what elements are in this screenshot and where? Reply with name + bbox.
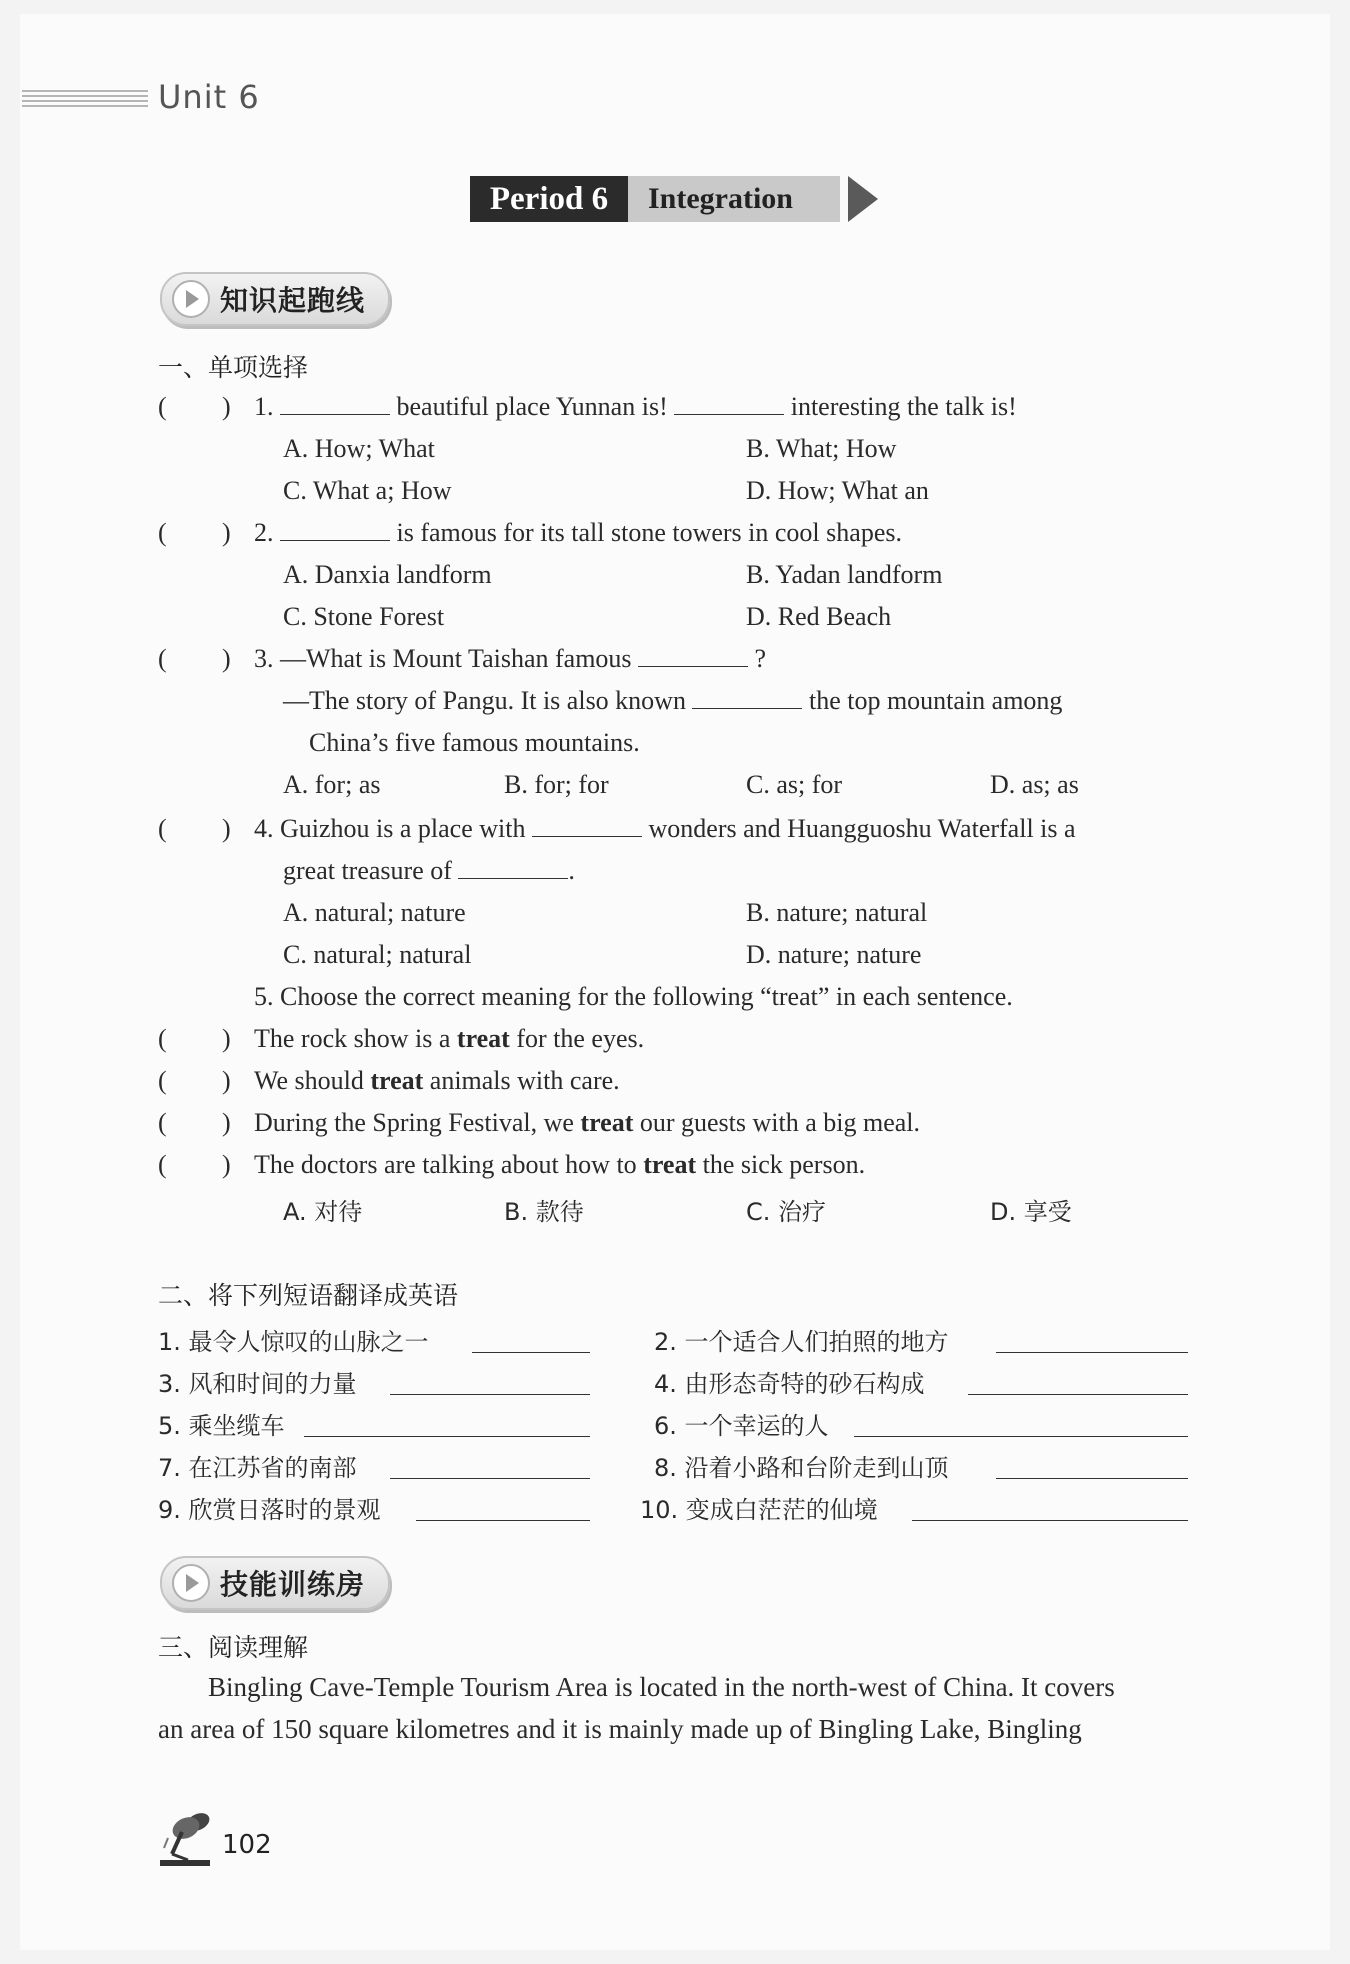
- question-3-line-2: —The story of Pangu. It is also known the top mountain among: [283, 686, 1063, 715]
- option-a: A. natural; nature: [283, 898, 466, 927]
- answer-line[interactable]: [416, 1520, 590, 1521]
- question-5-sentence-2: We should treat animals with care.: [254, 1066, 620, 1095]
- answer-blank[interactable]: [532, 814, 642, 837]
- option-d: D. Red Beach: [746, 602, 892, 631]
- answer-line[interactable]: [968, 1394, 1188, 1395]
- question-5-sentence-4: The doctors are talking about how to treat the sick person.: [254, 1150, 866, 1179]
- phrase-item-10: 10. 变成白茫茫的仙境: [640, 1496, 878, 1524]
- answer-blank[interactable]: [280, 392, 390, 415]
- option-b: B. nature; natural: [746, 898, 928, 927]
- phrase-item-6: 6. 一个幸运的人: [654, 1412, 829, 1440]
- answer-paren-close: ): [222, 1150, 231, 1179]
- question-3-line-3: China’s five famous mountains.: [309, 728, 640, 757]
- answer-blank[interactable]: [674, 392, 784, 415]
- play-icon: [172, 1564, 210, 1602]
- phrase-item-4: 4. 由形态奇特的砂石构成: [654, 1370, 925, 1398]
- option-d: D. 享受: [990, 1198, 1072, 1226]
- answer-line[interactable]: [390, 1478, 590, 1479]
- answer-paren-close: ): [222, 814, 231, 843]
- question-5-sentence-3: During the Spring Festival, we treat our guests with a big meal.: [254, 1108, 921, 1137]
- phrase-item-3: 3. 风和时间的力量: [158, 1370, 357, 1398]
- option-b: B. 款待: [504, 1198, 584, 1226]
- play-icon: [172, 280, 210, 318]
- page-number: 102: [222, 1830, 272, 1860]
- answer-paren-close: ): [222, 392, 231, 421]
- phrase-item-7: 7. 在江苏省的南部: [158, 1454, 357, 1482]
- answer-paren-close: ): [222, 1024, 231, 1053]
- answer-paren-close: ): [222, 1108, 231, 1137]
- question-4: 4. Guizhou is a place with wonders and Huangguoshu Waterfall is a: [254, 814, 1076, 843]
- answer-blank[interactable]: [638, 644, 748, 667]
- reading-line-2: an area of 150 square kilometres and it is mainly made up of Bingling Lake, Bingling: [158, 1714, 1082, 1744]
- answer-line[interactable]: [390, 1394, 590, 1395]
- option-d: D. How; What an: [746, 476, 929, 505]
- badge-label: 知识起跑线: [220, 284, 366, 317]
- question-5-sentence-1: The rock show is a treat for the eyes.: [254, 1024, 645, 1053]
- option-c: C. What a; How: [283, 476, 452, 505]
- answer-line[interactable]: [304, 1436, 590, 1437]
- period-label: Period 6: [470, 176, 628, 222]
- answer-paren-open: (: [158, 1108, 167, 1137]
- answer-paren-open: (: [158, 644, 167, 673]
- answer-paren-close: ): [222, 518, 231, 547]
- answer-paren-open: (: [158, 1024, 167, 1053]
- answer-paren-open: (: [158, 518, 167, 547]
- answer-line[interactable]: [996, 1478, 1188, 1479]
- section-badge-skills: [160, 1556, 390, 1610]
- unit-title: Unit 6: [158, 78, 260, 116]
- part2-title: 二、将下列短语翻译成英语: [158, 1281, 459, 1310]
- option-d: D. as; as: [990, 770, 1079, 799]
- question-3: 3. —What is Mount Taishan famous ?: [254, 644, 767, 673]
- phrase-item-8: 8. 沿着小路和台阶走到山顶: [654, 1454, 949, 1482]
- question-2: 2. is famous for its tall stone towers in cool shapes.: [254, 518, 902, 547]
- option-a: A. for; as: [283, 770, 381, 799]
- part1-title: 一、单项选择: [158, 353, 309, 382]
- unit-decoration-lines: [22, 90, 148, 108]
- option-c: C. natural; natural: [283, 940, 472, 969]
- option-c: C. as; for: [746, 770, 843, 799]
- option-c: C. 治疗: [746, 1198, 827, 1226]
- reading-line-1: Bingling Cave-Temple Tourism Area is located in the north-west of China. It covers: [208, 1672, 1115, 1702]
- part3-title: 三、阅读理解: [158, 1633, 309, 1662]
- option-c: C. Stone Forest: [283, 602, 445, 631]
- answer-line[interactable]: [854, 1436, 1188, 1437]
- phrase-item-2: 2. 一个适合人们拍照的地方: [654, 1328, 949, 1356]
- option-d: D. nature; nature: [746, 940, 922, 969]
- question-1: 1. beautiful place Yunnan is! interesting the talk is!: [254, 392, 1017, 421]
- section-badge-knowledge: [160, 272, 390, 326]
- answer-blank[interactable]: [280, 518, 390, 541]
- period-banner: [470, 176, 840, 222]
- option-a: A. Danxia landform: [283, 560, 492, 589]
- option-b: B. What; How: [746, 434, 897, 463]
- question-5-intro: 5. Choose the correct meaning for the following “treat” in each sentence.: [254, 982, 1013, 1011]
- answer-paren-open: (: [158, 1066, 167, 1095]
- option-b: B. Yadan landform: [746, 560, 943, 589]
- answer-line[interactable]: [472, 1352, 590, 1353]
- question-4-line-2: great treasure of .: [283, 856, 575, 885]
- option-a: A. How; What: [283, 434, 435, 463]
- desk-lamp-icon: [158, 1808, 214, 1868]
- badge-label: 技能训练房: [220, 1568, 366, 1601]
- arrow-right-icon: [848, 176, 878, 222]
- answer-paren-open: (: [158, 814, 167, 843]
- answer-paren-close: ): [222, 1066, 231, 1095]
- answer-paren-close: ): [222, 644, 231, 673]
- answer-blank[interactable]: [692, 686, 802, 709]
- answer-line[interactable]: [996, 1352, 1188, 1353]
- phrase-item-5: 5. 乘坐缆车: [158, 1412, 285, 1440]
- phrase-item-9: 9. 欣赏日落时的景观: [158, 1496, 381, 1524]
- answer-paren-open: (: [158, 1150, 167, 1179]
- phrase-item-1: 1. 最令人惊叹的山脉之一: [158, 1328, 429, 1356]
- option-b: B. for; for: [504, 770, 609, 799]
- option-a: A. 对待: [283, 1198, 363, 1226]
- answer-line[interactable]: [912, 1520, 1188, 1521]
- integration-label: Integration: [628, 176, 840, 222]
- answer-blank[interactable]: [458, 856, 568, 879]
- answer-paren-open: (: [158, 392, 167, 421]
